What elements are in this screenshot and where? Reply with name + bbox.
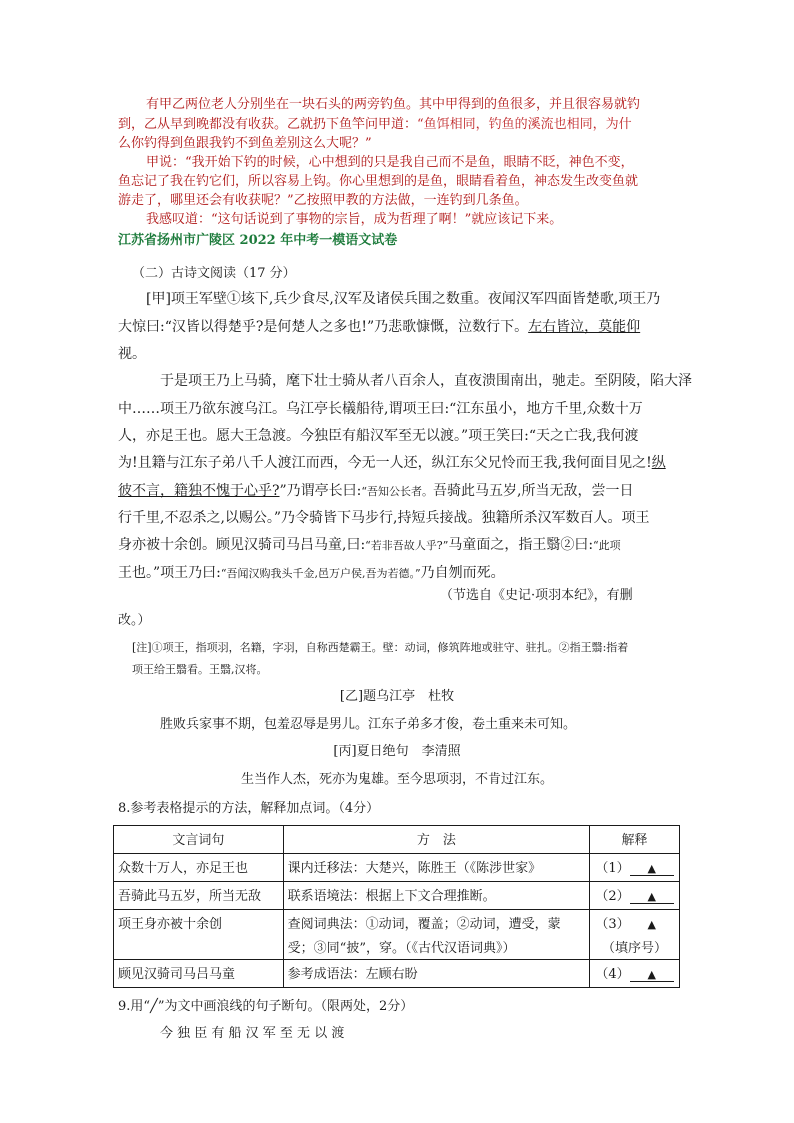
- table-row: [114, 910, 680, 960]
- jia-line-10b: “若非吾故人乎?”: [365, 539, 449, 552]
- row-sentence: 吾骑此马五岁，所当无敌: [114, 882, 284, 910]
- jia-line-4: 于是项王乃上马骑，麾下壮士骑从者八百余人，直夜溃围南出，驰走。至阴陵，陷大泽: [160, 373, 692, 389]
- note-line-1: [注]①项王，指项羽，名籍，字羽，自称西楚霸王。壁：动词，修筑阵地或驻守、驻扎。②指王翳:指着: [132, 641, 629, 654]
- row-method: 联系语境法：根据上下文合理推断。: [283, 882, 589, 910]
- row-sentence: 顾见汉骑司马吕马童: [114, 960, 284, 988]
- answer-blank[interactable]: ▲: [630, 968, 674, 982]
- table-row: [114, 854, 680, 882]
- yi-title: [乙]题乌江亭 杜牧: [339, 689, 455, 704]
- jia-source-1: （节选自《史记·项羽本纪》，有删: [440, 588, 633, 603]
- row-answer: [590, 882, 680, 910]
- table-row: [114, 960, 680, 988]
- row-method: 参考成语法：左顾右盼: [283, 960, 589, 988]
- story-line-3: 么你钓得到鱼跟我钓不到鱼差别这么大呢？”: [118, 136, 372, 151]
- jia-line-7: [118, 449, 666, 477]
- jia-line-11a: 王也。”项王乃曰:: [118, 565, 221, 581]
- row-method-line-2: 受；③同“披”，穿。（《古代汉语词典》）: [287, 941, 516, 956]
- row-sentence: 众数十万人，亦足王也: [114, 854, 284, 882]
- q9-sentence: 今 独 臣 有 船 汉 军 至 无 以 渡: [160, 1026, 345, 1041]
- story-line-5: 鱼忘记了我在钓它们，所以容易上钩。你心里想到的是鱼，眼睛看着鱼，神态发生改变鱼就: [118, 174, 639, 189]
- jia-line-7a: 为!且籍与江东子弟八千人渡江而西，今无一人还，纵江东父兄怜而王我,我何面目见之!: [118, 455, 652, 471]
- jia-line-10d: “此项: [593, 539, 621, 552]
- jia-line-8: [118, 477, 633, 505]
- story-line-4: 甲说：“我开始下钓的时候，心中想到的只是我自己而不是鱼，眼睛不眨，神色不变，: [146, 155, 634, 170]
- row-method: 课内迁移法：大楚兴，陈胜王（《陈涉世家》: [283, 854, 589, 882]
- table-row: [114, 882, 680, 910]
- jia-line-10: [118, 531, 621, 559]
- jia-line-11c: 乃自刎而死。: [420, 565, 505, 581]
- jia-line-10a: 身亦被十余创。顾见汉骑司马吕马童,曰:: [118, 537, 366, 553]
- row-answer: [590, 960, 680, 988]
- story-line-1: 有甲乙两位老人分别坐在一块石头的两旁钓鱼。其中甲得到的鱼很多，并且很容易就钓: [146, 97, 641, 112]
- jia-line-8b: ”乃谓亭长曰:: [279, 483, 362, 499]
- header-answer: 解释: [590, 826, 680, 854]
- table-header-row: [114, 826, 680, 854]
- q8-prompt: 8.参考表格提示的方法，解释加点词。（4分）: [118, 801, 380, 816]
- answer-number: （3）: [595, 917, 630, 932]
- header-method: 方 法: [283, 826, 589, 854]
- answer-number: （1）: [595, 861, 630, 876]
- jia-line-7b: 纵: [651, 455, 666, 471]
- q8-table: [113, 825, 680, 988]
- story-line-6: 游走了，哪里还会有收获呢？”乙按照甲教的方法做，一连钓到几条鱼。: [118, 193, 528, 208]
- section-title: （二）古诗文阅读（17 分）: [132, 266, 296, 281]
- jia-line-9: 行千里,不忍杀之,以赐公。”乃令骑皆下马步行,持短兵接战。独籍所杀汉军数百人。项王: [118, 510, 650, 526]
- jia-line-2: [118, 313, 640, 341]
- jia-line-2a: 大惊曰:“汉皆以得楚乎?是何楚人之多也!”乃悲歌慷慨，泣数行下。: [118, 319, 529, 335]
- row-method: [283, 910, 589, 960]
- story-line-2b: “鱼饵相同，钓鱼的溪流也相同，为什: [417, 117, 632, 132]
- bing-text: 生当作人杰，死亦为鬼雄。至今思项羽，不肯过江东。: [240, 772, 553, 787]
- story-line-2: [118, 115, 632, 135]
- jia-line-8d: 吾骑此马五岁,所当无敌，尝一日: [433, 483, 634, 499]
- row-method-line-1: 查阅词典法：①动词，覆盖；②动词，遭受，蒙: [287, 917, 561, 932]
- jia-line-6: 人，亦足王也。愿大王急渡。今独臣有船汉军至无以渡。”项王笑曰:“天之亡我,我何渡: [118, 428, 639, 444]
- jia-line-10c: 马童面之，指王翳②曰:: [448, 537, 594, 553]
- answer-blank[interactable]: ▲: [630, 890, 674, 904]
- jia-line-5: 中……项王乃欲东渡乌江。乌江亭长檥船待,谓项王曰:“江东虽小，地方千里,众数十万: [118, 401, 643, 417]
- row-answer: [590, 910, 680, 960]
- story-line-7: 我感叹道：“这句话说到了事物的宗旨，成为哲理了啊！”就应该记下来。: [146, 212, 563, 227]
- jia-line-3: 视。: [118, 346, 146, 362]
- yi-text: 胜败兵家事不期，包羞忍辱是男儿。江东子弟多才俊，卷土重来未可知。: [160, 717, 577, 732]
- bing-title: [丙]夏日绝句 李清照: [333, 744, 461, 759]
- jia-line-8a: 彼不言，籍独不愧于心乎?: [118, 483, 280, 499]
- jia-line-1: [甲]项王军壁①垓下,兵少食尽,汉军及诸侯兵围之数重。夜闻汉军四面皆楚歌,项王乃: [146, 291, 661, 307]
- jia-line-11b: “吾闻汉购我头千金,邑万户侯,吾为若德。”: [220, 567, 421, 580]
- jia-source-2: 改。）: [118, 613, 151, 628]
- jia-line-8c: “吾知公长者。: [361, 485, 434, 498]
- jia-underlined-sentence: 左右皆泣，莫能仰: [528, 319, 641, 335]
- answer-blank[interactable]: ▲: [647, 918, 656, 931]
- header-sentence: 文言词句: [114, 826, 284, 854]
- fill-number-hint: （填序号）: [602, 941, 668, 956]
- note-line-2: 项王给王翳看。王翳,汉将。: [132, 663, 268, 676]
- row-answer: [590, 854, 680, 882]
- answer-blank[interactable]: ▲: [630, 862, 674, 876]
- story-line-2a: 到，乙从早到晚都没有收获。乙就扔下鱼竿问甲道：: [118, 117, 418, 132]
- answer-number: （2）: [595, 889, 630, 904]
- row-sentence: 项王身亦被十余创: [114, 910, 284, 960]
- answer-number: （4）: [595, 967, 630, 982]
- exam-title: 江苏省扬州市广陵区 2022 年中考一模语文试卷: [118, 233, 398, 248]
- q9-prompt: 9.用“╱”为文中画浪线的句子断句。（限两处，2分）: [118, 999, 414, 1014]
